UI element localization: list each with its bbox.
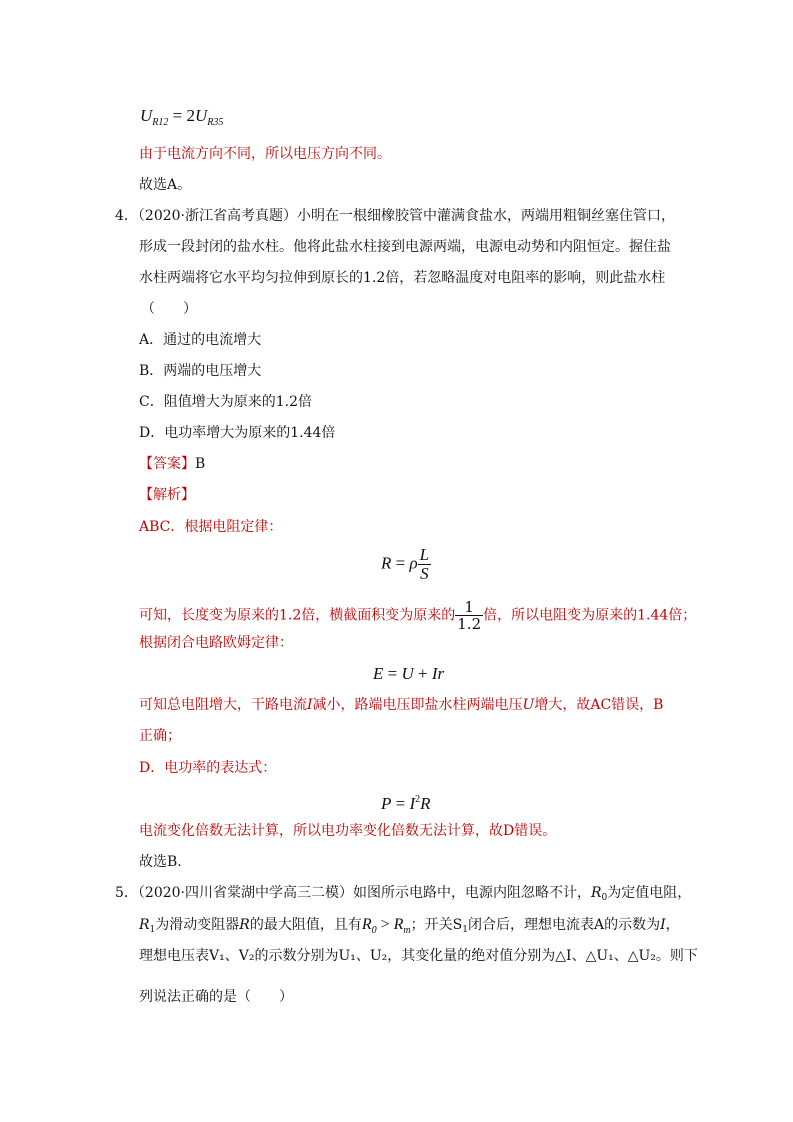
prev-solution-final: 故选A。 — [139, 177, 192, 193]
q4-stem-line2: 形成一段封闭的盐水柱。他将此盐水柱接到电源两端，电源电动势和内阻恒定。握住盐 — [139, 239, 671, 255]
q4-option-a: A．通过的电流增大 — [139, 332, 262, 348]
q4-stem-line1: 4．（2020·浙江省高考真题）小明在一根细橡胶管中灌满食盐水，两端用粗铜丝塞住管口， — [115, 208, 675, 224]
q4-d-line: D．电功率的表达式： — [139, 760, 277, 776]
q4-option-d: D．电功率增大为原来的1.44倍 — [139, 425, 336, 441]
answer-tag: 【答案】 — [139, 456, 195, 472]
formula-closed-circuit: E = U + Ir — [373, 664, 445, 683]
q4-stem-line3: 水柱两端将它水平均匀拉伸到原长的1.2倍，若忽略温度对电阻率的影响，则此盐水柱 — [139, 270, 666, 286]
q4-option-b: B．两端的电压增大 — [139, 363, 262, 379]
q5-stem-line1: 5．（2020·四川省棠湖中学高三二模）如图所示电路中，电源内阻忽略不计，$R_0$为定值电阻， — [115, 885, 692, 903]
q4-answer — [139, 454, 205, 474]
q4-abc-line: ABC．根据电阻定律： — [139, 519, 283, 535]
prev-solution-line1: 由于电流方向不同，所以电压方向不同。 — [139, 146, 391, 162]
q4-final: 故选B. — [139, 854, 182, 870]
analysis-tag: 【解析】 — [139, 487, 195, 503]
q5-stem-line2: $R_1$为滑动变阻器R的最大阻值，且有$R_0 > R_m$；开关$S_1$闭合后，理想电流表A的示数为I， — [139, 916, 680, 936]
q4-expl3: 可知总电阻增大，干路电流I减小，路端电压即盐水柱两端电压U增大，故AC错误，B — [139, 697, 664, 713]
q4-expl1: 可知，长度变为原来的1.2倍，横截面积变为原来的 $\frac{1}{1.2}$ 倍，所以电阻变为原来的1.44倍； — [139, 598, 697, 633]
q4-expl5: 电流变化倍数无法计算，所以电功率变化倍数无法计算，故D错误。 — [139, 823, 557, 839]
q4-option-c: C．阻值增大为原来的1.2倍 — [139, 394, 312, 410]
formula-u-r12: $U_{R12} = 2U_{R35}$ — [140, 106, 224, 128]
answer-value: B — [195, 456, 206, 472]
q5-stem-line4: 列说法正确的是（ ） — [139, 989, 293, 1005]
q4-expl4: 正确； — [139, 728, 181, 744]
q5-stem-line3: 理想电压表V₁、V₂的示数分别为U₁、U₂，其变化量的绝对值分别为△I、△U₁、△U₂。则下 — [139, 948, 698, 964]
q4-stem-line4: （ ） — [141, 301, 197, 317]
formula-power: $P = I^2R$ — [381, 794, 431, 813]
formula-resistance-law: R = ρ $\frac{L}{S}$ — [381, 545, 430, 583]
q4-expl2: 根据闭合电路欧姆定律： — [139, 635, 293, 651]
